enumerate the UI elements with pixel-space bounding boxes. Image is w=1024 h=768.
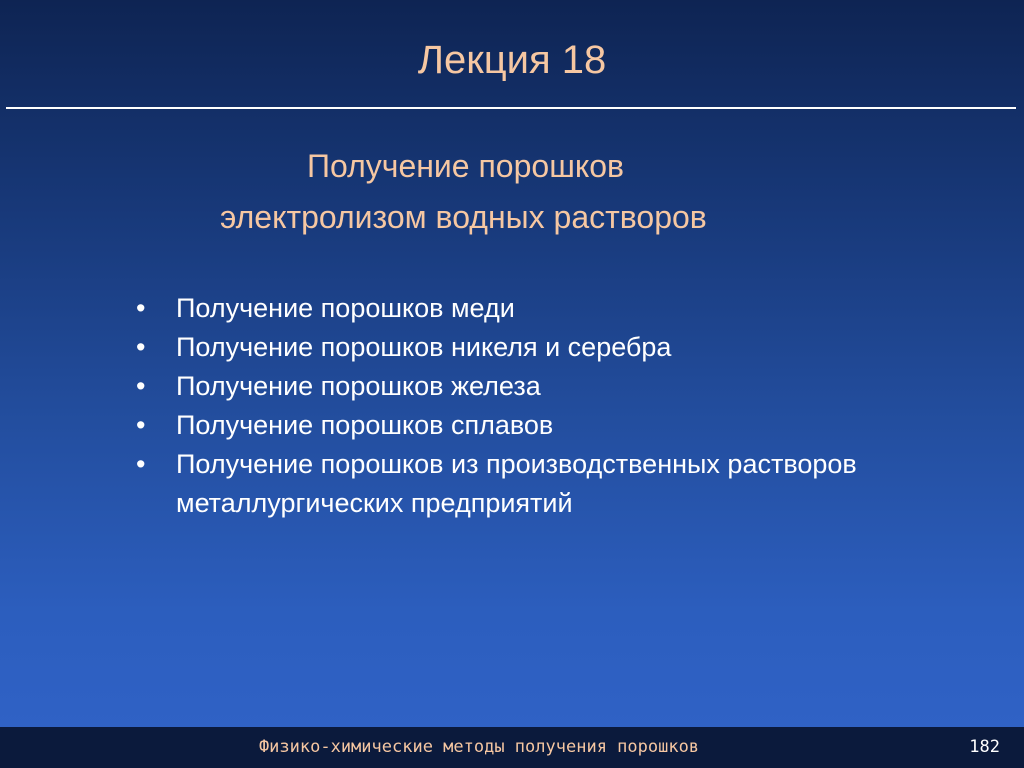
bullet-item: [128, 367, 988, 406]
bullet-item: [128, 445, 988, 523]
bullet-text: Получение порошков сплавов: [176, 410, 554, 440]
bullet-item: [128, 328, 988, 367]
bullet-icon: •: [136, 410, 146, 440]
title-divider: [6, 107, 1016, 109]
bullet-item: [128, 406, 988, 445]
bullet-text: Получение порошков из производственных растворов металлургических предприятий: [176, 449, 857, 518]
slide-title: Лекция 18: [417, 38, 607, 82]
bullet-icon: •: [136, 371, 146, 401]
bullet-list: [128, 289, 988, 523]
bullet-icon: •: [136, 449, 146, 479]
bullet-item: [128, 289, 988, 328]
subtitle-line-1: Получение порошков: [307, 148, 625, 184]
footer-title: Физико-химические методы получения порошков: [258, 737, 700, 757]
bullet-text: Получение порошков меди: [176, 293, 515, 323]
page-number: 182: [969, 737, 1000, 757]
bullet-text: Получение порошков никеля и серебра: [176, 332, 672, 362]
bullet-icon: •: [136, 332, 146, 362]
bullet-icon: •: [136, 293, 146, 323]
bullet-text: Получение порошков железа: [176, 371, 541, 401]
subtitle-line-2: электролизом водных растворов: [220, 199, 707, 235]
